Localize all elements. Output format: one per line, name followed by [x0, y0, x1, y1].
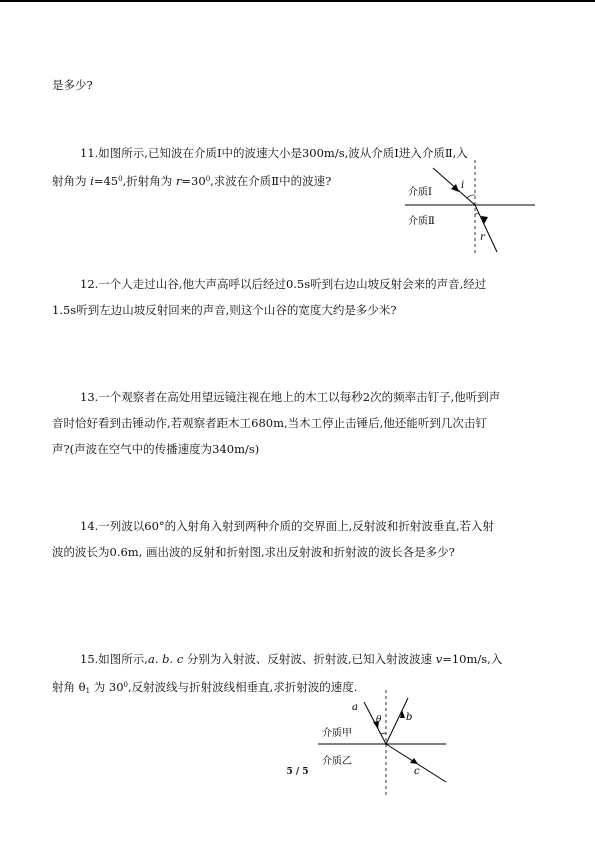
- q11-line1: 11.如图所示,已知波在介质Ⅰ中的波速大小是300m/s,波从介质Ⅰ进入介质Ⅱ,入: [80, 146, 468, 160]
- refracted-ray: [475, 205, 497, 252]
- label-medium-2: 介质Ⅱ: [408, 216, 435, 227]
- angle-i-arc: [467, 195, 475, 198]
- q12-line1: 12.一个人走过山谷,他大声高呼以后经过0.5s听到右边山坡反射会来的声音,经过: [80, 277, 487, 291]
- q13-line1: 13.一个观察者在高处用望远镜注视在地上的木工以每秒2次的频率击钉子,他听到声: [80, 390, 501, 404]
- page-number: 5 / 5: [286, 767, 309, 777]
- angle-theta-arc: [381, 733, 386, 734]
- label-r: r: [480, 232, 485, 243]
- label-b: b: [406, 712, 413, 723]
- refracted-arrow: [410, 758, 418, 764]
- q14-line1: 14.一列波以60°的入射角入射到两种介质的交界面上,反射波和折射波垂直,若入射: [80, 519, 494, 533]
- reflected-ray-b: [386, 698, 408, 744]
- q11-line2: 射角为 $i=45^0$,折射角为 $r=30^0$,求波在介质Ⅱ中的波速?: [52, 174, 332, 188]
- label-medium-yi: 介质乙: [322, 756, 352, 767]
- q15-reflection-refraction-diagram: [318, 690, 458, 800]
- angle-r-arc: [475, 213, 479, 214]
- q15-line1: 15.如图所示,a. b. c 分别为入射波、反射波、折射波,已知入射波波速 v=10m/s,入: [80, 652, 503, 666]
- label-i: i: [461, 180, 465, 191]
- q11-refraction-diagram: [405, 160, 545, 260]
- q13-line2: 音时恰好看到击锤动作,若观察者距木工680m,当木工停止击锤后,他还能听到几次击钉: [52, 416, 487, 430]
- label-a: a: [352, 702, 358, 713]
- q14-line2: 波的波长为0.6m, 画出波的反射和折射图,求出反射波和折射波的波长各是多少?: [52, 545, 455, 559]
- q15-line2: 射角 $\theta_1$ 为 $30^0$,反射波线与折射波线相垂直,求折射波的速度.: [52, 680, 358, 695]
- q12-line2: 1.5s听到左边山坡反射回来的声音,则这个山谷的宽度大约是多少米?: [52, 303, 397, 317]
- top-rule: [0, 0, 595, 2]
- label-c: c: [414, 766, 420, 777]
- label-medium-1: 介质Ⅰ: [408, 187, 432, 198]
- q10-tail: 是多少?: [52, 78, 93, 92]
- label-theta: θ: [376, 715, 382, 725]
- q13-line3: 声?(声波在空气中的传播速度为340m/s): [52, 442, 260, 456]
- label-medium-jia: 介质甲: [322, 728, 352, 739]
